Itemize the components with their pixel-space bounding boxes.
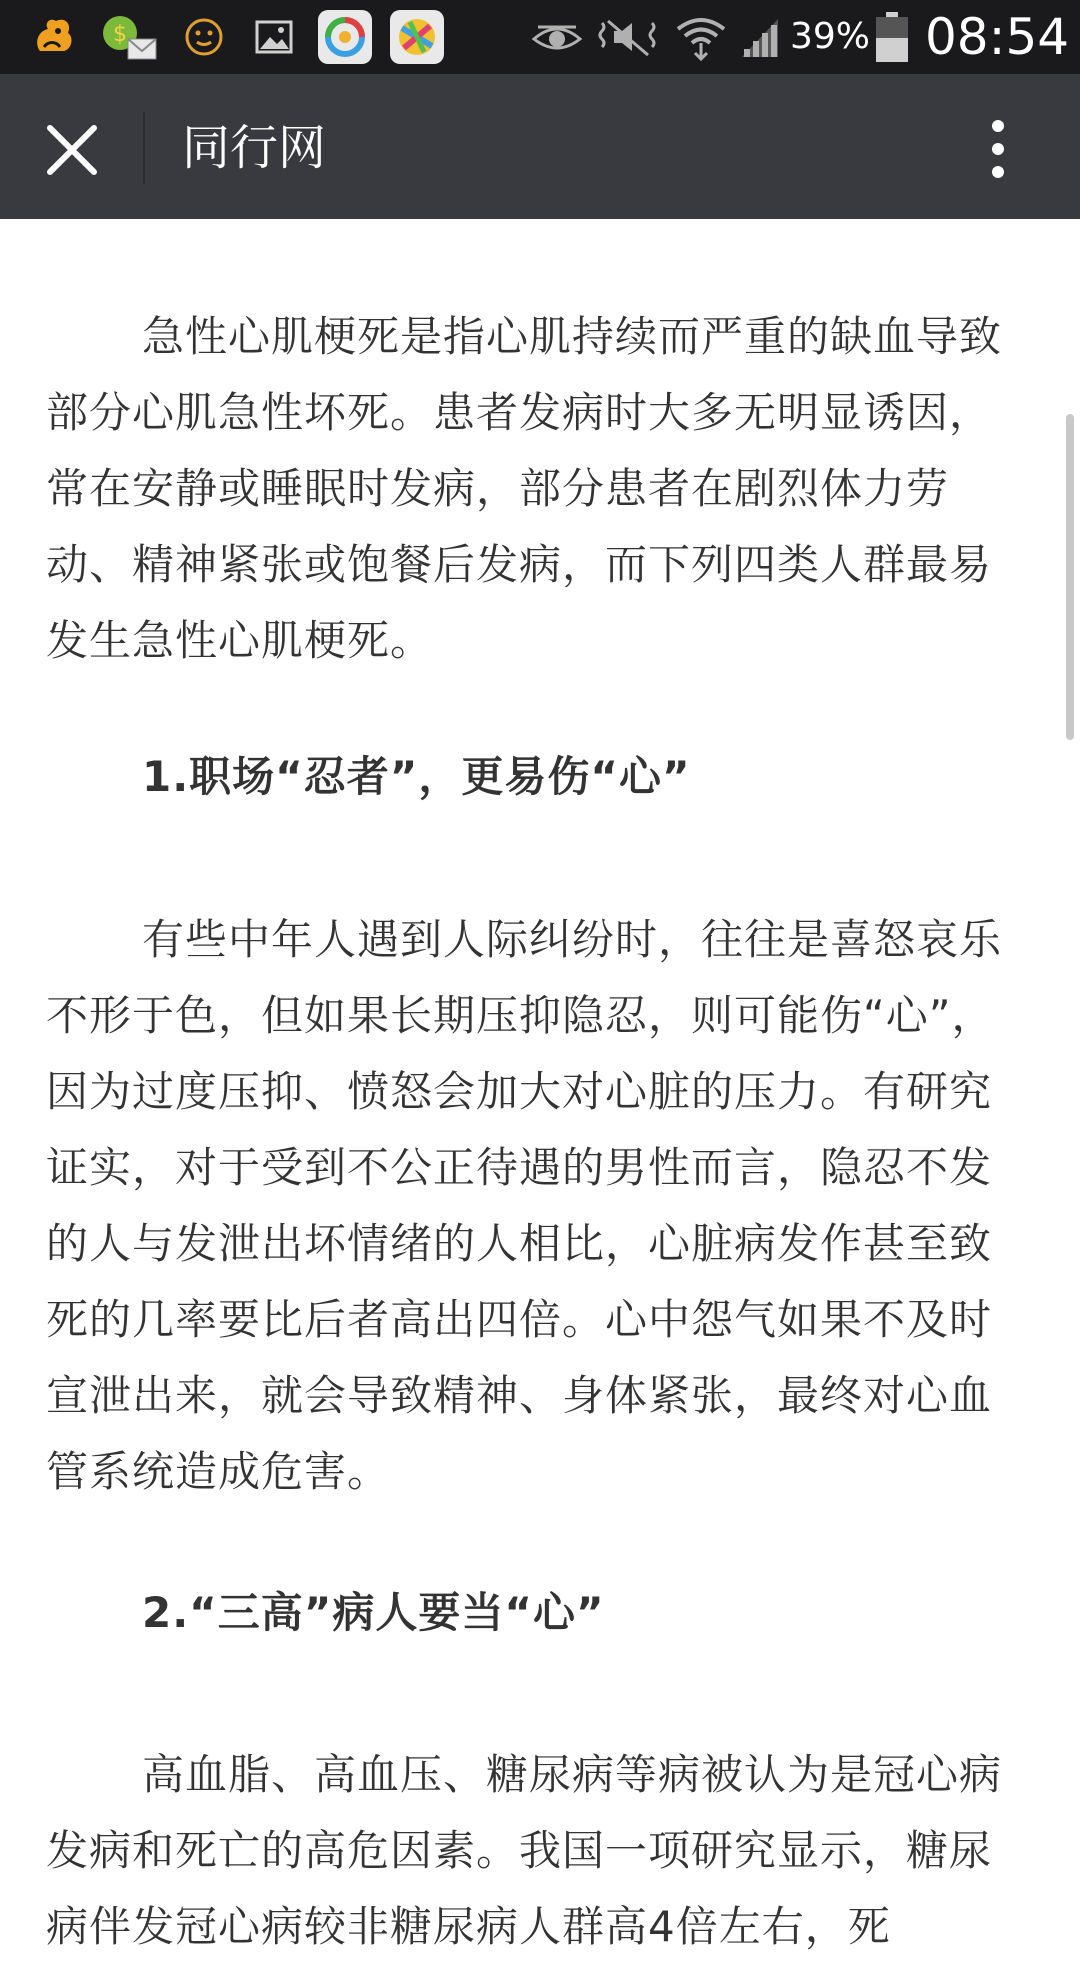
paragraph-intro: 急性心肌梗死是指心肌持续而严重的缺血导致部分心肌急性坏死。患者发病时大多无明显诱因，常在安静或睡眠时发病，部分患者在剧烈体力劳动、精神紧张或饱餐后发病，而下列四类人群最易发生急性心肌梗死。	[46, 312, 1003, 665]
colorful-app-icon	[390, 10, 444, 64]
section-heading-2: 2.“三高”病人要当“心”	[142, 1588, 605, 1637]
battery-percent: 39%	[790, 16, 871, 57]
money-mail-icon	[100, 13, 158, 61]
image-icon	[250, 13, 298, 61]
more-button[interactable]	[968, 112, 1028, 186]
clock: 08:54	[925, 8, 1070, 66]
eye-icon	[530, 13, 584, 61]
more-vertical-icon	[968, 112, 1028, 186]
scrollbar-thumb[interactable]	[1066, 414, 1074, 740]
title-bar	[0, 74, 1080, 219]
paragraph-section-2: 高血脂、高血压、糖尿病等病被认为是冠心病发病和死亡的高危因素。我国一项研究显示，糖尿病伴发冠心病较非糖尿病人群高4倍左右，死	[46, 1750, 1003, 1951]
page-title: 同行网	[182, 120, 327, 176]
smiley-face-icon	[180, 13, 228, 61]
title-divider	[143, 112, 145, 184]
close-button[interactable]	[36, 114, 108, 186]
section-heading-1: 1.职场“忍者”，更易伤“心”	[142, 752, 691, 801]
wifi-icon	[674, 13, 728, 61]
paragraph-section-1: 有些中年人遇到人际纠纷时，往往是喜怒哀乐不形于色，但如果长期压抑隐忍，则可能伤“心”，因为过度压抑、愤怒会加大对心脏的压力。有研究证实，对于受到不公正待遇的男性而言，隐忍不发的人与发泄出坏情绪的人相比，心脏病发作甚至致死的几率要比后者高出四倍。心中怨气如果不及时宣泄出来，就会导致精神、身体紧张，最终对心血管系统造成危害。	[46, 915, 1003, 1496]
battery-icon	[872, 10, 912, 64]
browser-app-icon	[318, 10, 372, 64]
close-icon	[36, 114, 108, 186]
signal-icon	[736, 13, 784, 61]
status-bar	[0, 0, 1080, 74]
mute-icon	[594, 13, 664, 61]
uc-browser-squirrel-icon	[30, 13, 78, 61]
svg-text:$: $	[113, 22, 127, 47]
